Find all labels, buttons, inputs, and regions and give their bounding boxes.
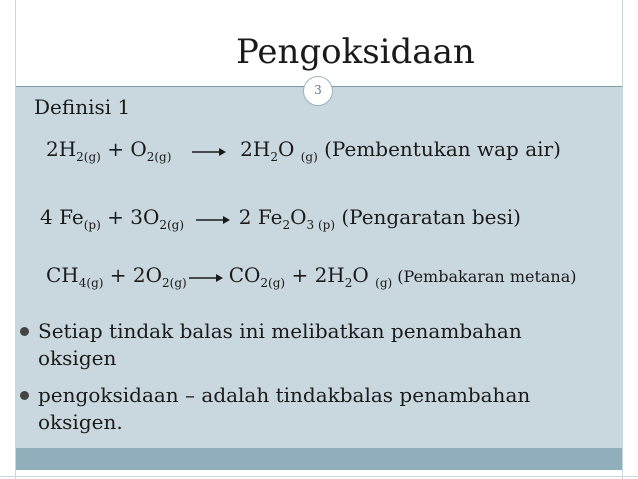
reaction-arrow-icon <box>189 272 223 282</box>
equation-methane-combustion: $CH_{4(g)} + 2O_{2(g)}$ $CO_{2(g)} + 2H_2O$ $_{(g)}$ (Pembakaran metana) <box>46 263 577 290</box>
bullet-item <box>20 318 580 372</box>
reaction-arrow-icon <box>196 214 230 224</box>
footer-band <box>16 448 622 470</box>
bullet-item <box>20 382 580 436</box>
left-frame <box>0 0 16 479</box>
bullet-text: Setiap tindak balas ini melibatkan penambahan oksigen <box>38 319 522 370</box>
bullet-text: pengoksidaan – adalah tindakbalas penambahan oksigen. <box>38 383 531 434</box>
bullet-icon <box>20 391 29 400</box>
bottom-rule <box>0 476 638 477</box>
definition-label: Definisi 1 <box>34 95 131 119</box>
right-frame <box>622 0 638 479</box>
equation-water-formation: $2H_{2(g)} + O_{2(g)}$ $2H_2O$ $_{(g)}$ (Pembentukan wap air) <box>46 137 561 164</box>
bullet-icon <box>20 327 29 336</box>
page-number-badge: 3 <box>303 76 333 106</box>
slide-title: Pengoksidaan <box>236 32 475 72</box>
equation-iron-rusting: 4 $Fe_{(p)} + 3O_{2(g)}$ 2 $Fe_2O_{3 (p)}$ (Pengaratan besi) <box>40 205 521 232</box>
reaction-arrow-icon <box>192 146 226 156</box>
